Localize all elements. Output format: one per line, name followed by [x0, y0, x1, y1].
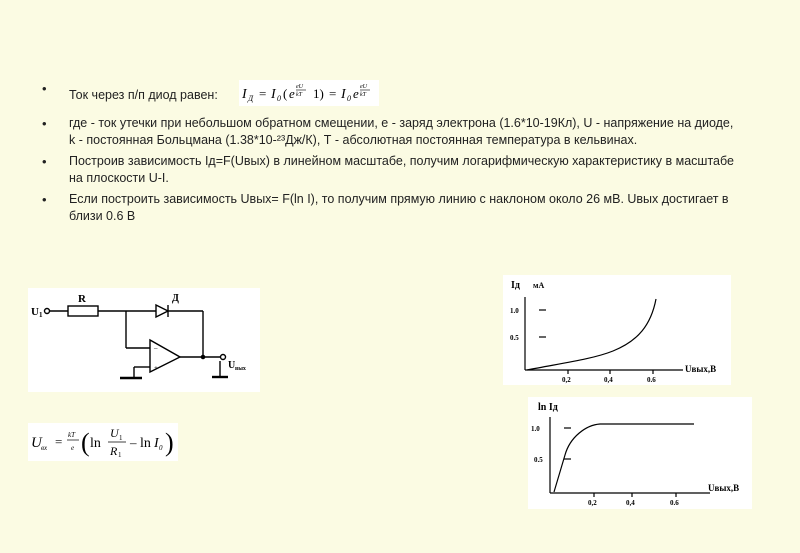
graph1-x-tick: 0.6 [647, 376, 656, 384]
formula2-frac-den: R [110, 444, 118, 458]
output-voltage-formula [28, 423, 178, 461]
bullet-text: где - ток утечки при небольшом обратном смещении, е - заряд электрона (1.6*10-19Кл), U - напряжение на диоде, k - постоянная Больцмана (1.38*10-²³Дж/К), Т - абсолютная постоянная температура в кельвинах. [69, 116, 734, 147]
formula2-lhs-sub: вх [41, 444, 48, 452]
bullet-item [42, 80, 742, 111]
log-amplifier-circuit [28, 288, 260, 392]
bullet-text: Построив зависимость Iд=F(Uвых) в линейном масштабе, получим логарифмическую характеристику в масштабе на плоскости U-I. [69, 154, 734, 185]
svg-text:e: e [353, 86, 360, 101]
formula2-frac-num-sub: 1 [119, 434, 123, 442]
graph1-x-label: Uвых,В [685, 364, 717, 374]
input-label-sub: 1 [39, 311, 43, 319]
formula2-ln1: ln [90, 436, 101, 451]
formula1-rhs: I [341, 87, 346, 102]
bullet-list [42, 80, 742, 229]
formula1-exp2-num: eU [360, 84, 368, 90]
formula1-exp-num: eU [296, 84, 304, 90]
formula2-frac-num: U [110, 426, 119, 440]
input-label: U [31, 306, 39, 318]
formula1-rhs-sub: 0 [347, 94, 352, 103]
svg-text:(: ( [283, 86, 288, 101]
formula2-frac-den-sub: 1 [118, 451, 122, 459]
graph1-x-tick: 0,4 [604, 376, 613, 384]
formula1-exp-den: kT [296, 92, 303, 98]
formula1-exp2-den: kT [360, 92, 367, 98]
bullet-text: Если построить зависимость Uвых= F(ln I), то получим прямую линию с наклоном около 26 мВ. Uвых достигает в близи 0.6 В [69, 192, 729, 223]
svg-text:=: = [55, 434, 63, 449]
exponential-curve [527, 299, 656, 370]
resistor-symbol [68, 306, 98, 316]
graph2-x-tick: 0.6 [670, 499, 679, 507]
log-characteristic-graph [528, 397, 752, 509]
formula2-coef-den: e [71, 444, 75, 452]
formula2-last-sub: 0 [159, 444, 163, 452]
formula1-lhs-sub: Д [248, 94, 254, 103]
graph2-y-tick: 0.5 [534, 456, 543, 464]
diode-label: Д [172, 293, 179, 304]
diode-symbol [156, 305, 168, 317]
bullet-item [42, 153, 742, 187]
bullet-text: Ток через п/п диод равен: [69, 87, 218, 102]
svg-text:+: + [154, 364, 158, 372]
formula1-mid: I [271, 87, 276, 102]
graph2-x-tick: 0,2 [588, 499, 597, 507]
svg-text:=: = [259, 86, 267, 101]
log-curve [554, 424, 694, 492]
bullet-item [42, 191, 742, 225]
iv-characteristic-graph [503, 275, 731, 385]
output-label-sub: вых [235, 366, 246, 372]
graph1-y-tick: 0.5 [510, 334, 519, 342]
graph2-x-label: Uвых,В [708, 483, 740, 493]
formula1-mid-sub: 0 [277, 94, 282, 103]
formula2-last: I [154, 436, 159, 451]
bullet-item [42, 115, 742, 149]
svg-text:e: e [289, 86, 296, 101]
output-label: U [228, 360, 236, 371]
graph2-x-tick: 0,4 [626, 499, 635, 507]
resistor-label: R [78, 293, 86, 305]
diode-current-formula [239, 80, 379, 111]
graph2-y-tick: 1.0 [531, 425, 540, 433]
graph1-y-label: Iд [511, 280, 520, 291]
graph1-x-tick: 0,2 [562, 376, 571, 384]
svg-text:1): 1) [313, 86, 325, 101]
svg-text:(: ( [81, 428, 90, 457]
svg-text:–: – [130, 435, 137, 450]
svg-text:=: = [329, 86, 337, 101]
formula2-coef-num: kT [68, 431, 75, 439]
formula2-ln2: ln [140, 436, 151, 451]
formula1-lhs: I [242, 87, 247, 102]
formula2-lhs: U [31, 435, 42, 451]
graph2-y-label: ln Iд [538, 402, 558, 413]
graph1-y-unit: мА [533, 281, 545, 290]
graph1-y-tick: 1.0 [510, 307, 519, 315]
svg-text:–: – [154, 344, 158, 352]
svg-text:): ) [165, 428, 174, 457]
